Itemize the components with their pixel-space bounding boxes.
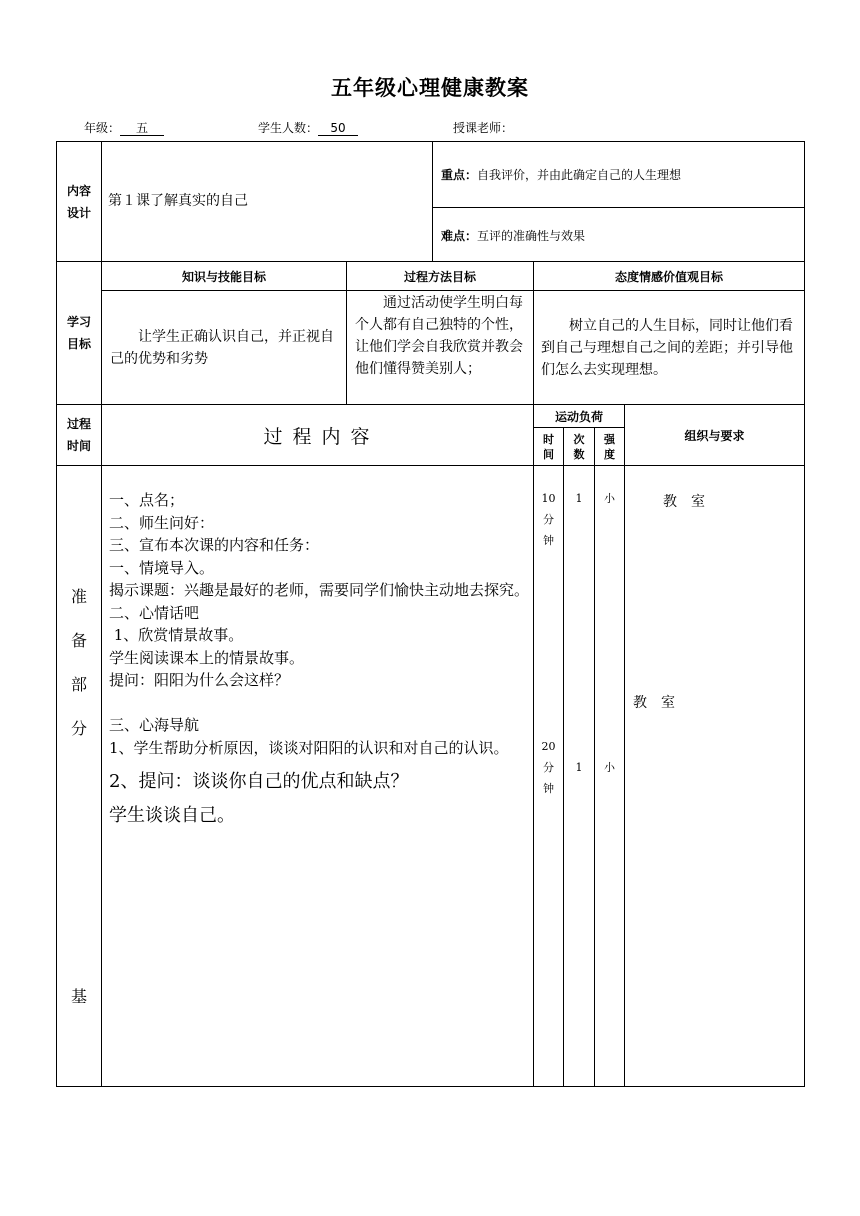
teacher-field (453, 119, 513, 136)
org-header: 组织与要求 (684, 428, 745, 443)
grade-field (84, 119, 164, 136)
org-location-1: 教 室 (663, 494, 705, 510)
load-intensity-header: 强 度 (604, 432, 615, 461)
list-item: 2、提问：谈谈你自己的优点和缺点？ (109, 771, 409, 792)
students-field (258, 119, 358, 136)
process-content-header: 过 程 内 容 (263, 425, 372, 448)
objectives-label: 学习 目标 (66, 315, 91, 351)
attitude-header: 态度情感价值观目标 (614, 269, 723, 284)
list-item: 三、心海导航 (109, 716, 200, 734)
list-item: 三、宣布本次课的内容和任务： (109, 536, 320, 554)
content-design-label: 内容 设计 (66, 183, 91, 220)
students-label: 学生人数： (258, 121, 319, 135)
difficult-point: 难点：互评的准确性与效果 (441, 229, 586, 243)
prep-section-label: 准 备 部 分 (70, 587, 87, 738)
knowledge-header: 知识与技能目标 (181, 269, 266, 284)
list-item: 一、点名； (109, 491, 185, 509)
students-value: 50 (318, 122, 358, 136)
load2-intensity: 小 (604, 761, 615, 774)
process-time-label: 过程 时间 (66, 417, 91, 453)
load2-count: 1 (575, 761, 583, 774)
load1-intensity: 小 (604, 492, 615, 505)
load-time-header: 时 间 (543, 432, 554, 461)
list-item: 1、学生帮助分析原因，谈谈对阳阳的认识和对自己的认识。 (109, 738, 509, 757)
lesson-title: 第１课了解真实的自己 (108, 193, 248, 209)
key-point: 重点：自我评价，并由此确定自己的人生理想 (441, 168, 682, 182)
knowledge-goal: 让学生正确认识自己，并正视自己的优势和劣势 (110, 329, 334, 367)
load2-time: 20 分 钟 (541, 740, 556, 795)
list-item: 二、师生问好： (109, 513, 215, 532)
load1-time: 10 分 钟 (541, 492, 556, 547)
teacher-label: 授课老师： (453, 121, 514, 135)
prep-content (109, 489, 529, 829)
grade-value: 五 (120, 122, 164, 136)
base-section-label: 基 (70, 987, 87, 1006)
load-count-header: 次 数 (573, 432, 585, 461)
list-item: 二、心情话吧 (109, 603, 200, 622)
list-item: 学生谈谈自己。 (109, 805, 235, 826)
load1-count: 1 (575, 492, 583, 505)
load-header: 运动负荷 (554, 409, 603, 424)
page-title: 五年级心理健康教案 (331, 76, 529, 100)
list-item: 一、情境导入。 (109, 558, 215, 577)
attitude-goal: 树立自己的人生目标，同时让他们看到自己与理想自己之间的差距；并引导他们怎么去实现理想。 (541, 318, 793, 378)
process-header: 过程方法目标 (403, 269, 476, 284)
list-item (109, 692, 529, 715)
org-location-2: 教 室 (633, 695, 675, 711)
list-item: 揭示课题：兴趣是最好的老师，需要同学们愉快主动地去探究。 (109, 581, 530, 599)
process-goal: 通过活动使学生明白每个人都有自己独特的个性，让他们学会自我欣赏并教会他们懂得赞美别人； (355, 295, 523, 377)
list-item: 1、欣赏情景故事。 (109, 626, 244, 644)
list-item: 提问：阳阳为什么会这样？ (109, 671, 290, 689)
list-item: 学生阅读课本上的情景故事。 (109, 648, 305, 667)
grade-label: 年级： (84, 121, 121, 135)
